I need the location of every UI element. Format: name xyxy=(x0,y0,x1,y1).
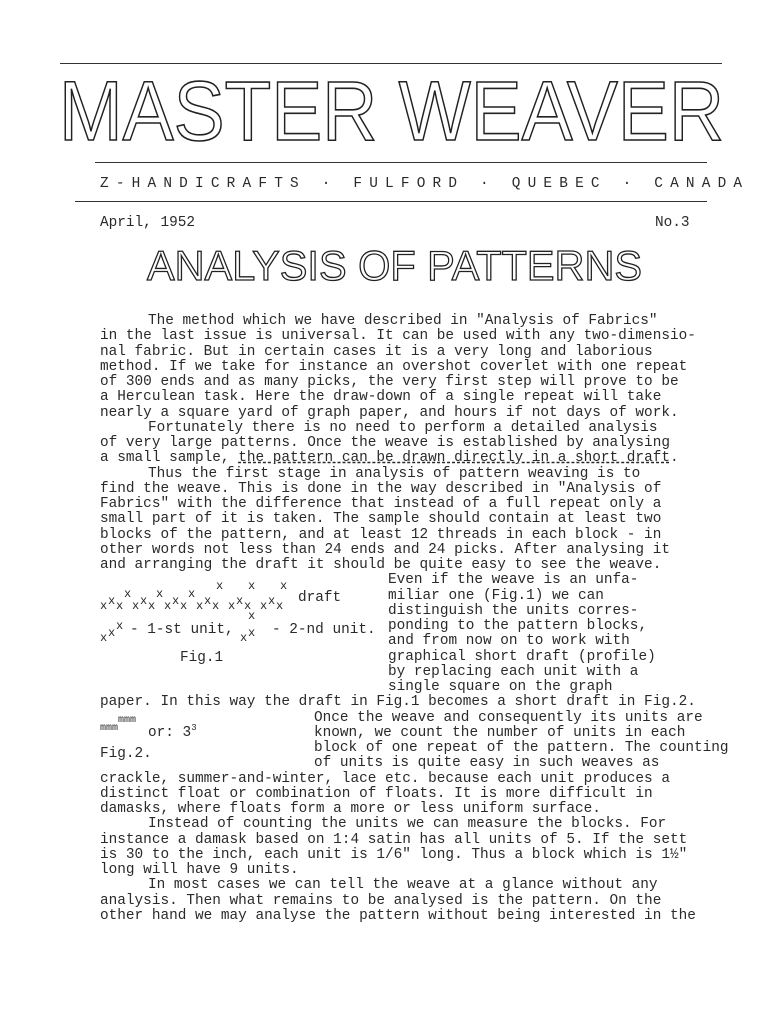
draft-mark: x xyxy=(132,599,140,614)
draft-mark: x xyxy=(188,587,196,602)
fig2-upper-row: mmm xyxy=(118,714,137,726)
issue-date: April, 1952 xyxy=(100,215,195,231)
draft-mark: x xyxy=(196,599,204,614)
draft-mark: x xyxy=(248,609,256,624)
draft-mark: x xyxy=(280,579,288,594)
draft-mark: x xyxy=(260,599,268,614)
text-line: Fortunately there is no need to perform a detailed analysis xyxy=(148,419,658,436)
text-line: Once the weave and consequently its units are xyxy=(314,709,703,726)
draft-mark: x xyxy=(116,619,124,634)
top-rule xyxy=(60,63,722,64)
text-line: by replacing each unit with a xyxy=(388,663,639,680)
text-line: a Herculean task. Here the draw-down of a single repeat will take xyxy=(100,389,662,406)
draft-mark: x xyxy=(212,599,220,614)
article-title-text: ANALYSIS OF PATTERNS xyxy=(147,242,642,285)
text-line: of very large patterns. Once the weave is established by analysing xyxy=(100,435,670,451)
text-line: method. If we take for instance an overshot coverlet with one repeat xyxy=(100,358,688,375)
text-line: known, we count the number of units in each xyxy=(314,724,686,741)
text-line: distinct float or combination of floats. It is more difficult in xyxy=(100,785,653,802)
figure-2 xyxy=(100,711,248,772)
text-line: ponding to the pattern blocks, xyxy=(388,618,648,634)
text-line: small part of it is taken. The sample should contain at least two xyxy=(100,511,662,528)
text-line: nearly a square yard of graph paper, and hours if not days of work. xyxy=(100,404,679,421)
text-line: of units is quite easy in such weaves as xyxy=(314,755,660,772)
underlined-text: the pattern can be drawn directly in a short draft xyxy=(238,450,670,467)
text-line xyxy=(100,451,740,466)
draft-mark: x xyxy=(268,594,276,609)
masthead-title xyxy=(55,72,730,147)
text-line: instance a damask based on 1:4 satin has all units of 5. If the sett xyxy=(100,831,688,848)
draft-mark: x xyxy=(148,599,156,614)
unit1-label: - 1-st unit, xyxy=(130,622,234,639)
text-line: blocks of the pattern, and at least 12 threads in each block - in xyxy=(100,526,662,543)
text-line: long will have 9 units. xyxy=(100,862,299,878)
draft-mark: x xyxy=(204,594,212,609)
text-line: Fabrics" with the difference that instead of a full repeat only a xyxy=(100,496,662,512)
masthead-rule xyxy=(95,162,707,163)
fig1-caption: Fig.1 xyxy=(180,650,224,667)
draft-mark: x xyxy=(228,599,236,614)
text-line: in the last issue is universal. It can be used with any two-dimensio- xyxy=(100,328,696,345)
text-line: paper. In this way the draft in Fig.1 becomes a short draft in Fig.2. xyxy=(100,694,696,711)
text-fragment: a small sample, xyxy=(100,450,239,467)
text-line: Instead of counting the units we can measure the blocks. For xyxy=(148,816,667,833)
draft-mark: x xyxy=(172,594,180,609)
text-line: of 300 ends and as many picks, the very first step will prove to be xyxy=(100,374,679,390)
text-line: other words not less than 24 ends and 24 picks. After analysing it xyxy=(100,541,670,558)
text-line: graphical short draft (profile) xyxy=(388,648,656,665)
draft-mark: x xyxy=(216,579,224,594)
figure-2-section xyxy=(100,711,740,772)
text-fragment: . xyxy=(669,450,679,467)
issue-number: No.3 xyxy=(655,215,690,231)
fig2-exponent: 3 xyxy=(191,722,197,733)
text-line: miliar one (Fig.1) we can xyxy=(388,587,604,604)
text-line: The method which we have described in "Analysis of Fabrics" xyxy=(148,313,658,329)
text-line: block of one repeat of the pattern. The counting xyxy=(314,740,729,756)
text-line: find the weave. This is done in the way described in "Analysis of xyxy=(100,480,662,497)
figure-1 xyxy=(100,573,376,667)
draft-label: draft xyxy=(298,590,342,607)
draft-mark: x xyxy=(156,587,164,602)
draft-mark: x xyxy=(244,599,252,614)
figure-1-side-text xyxy=(352,573,656,695)
text-line: nal fabric. But in certain cases it is a very long and laborious xyxy=(100,343,653,360)
text-line: Even if the weave is an unfa- xyxy=(388,572,639,589)
draft-mark: x xyxy=(164,599,172,614)
text-line: other hand we may analyse the pattern without being interested in the xyxy=(100,907,696,924)
draft-mark: x xyxy=(248,579,256,594)
draft-mark: x xyxy=(140,594,148,609)
draft-mark: x xyxy=(180,599,188,614)
text-line: In most cases we can tell the weave at a glance without any xyxy=(148,877,658,894)
text-line: crackle, summer-and-winter, lace etc. because each unit produces a xyxy=(100,770,670,787)
draft-mark: x xyxy=(108,626,116,641)
fig2-or-text: or: 3 xyxy=(148,724,192,741)
article-body xyxy=(100,314,740,924)
text-line: and arranging the draft it should be quite easy to see the weave. xyxy=(100,557,662,573)
draft-mark: x xyxy=(116,599,124,614)
text-line: single square on the graph xyxy=(388,679,613,695)
text-line: damasks, where floats form a more or less uniform surface. xyxy=(100,801,601,817)
draft-mark: x xyxy=(100,631,108,646)
text-line: Thus the first stage in analysis of pattern weaving is to xyxy=(148,465,641,482)
draft-mark: x xyxy=(236,594,244,609)
fig2-caption: Fig.2. xyxy=(100,745,152,762)
masthead-title-text: MASTER WEAVER xyxy=(59,72,724,147)
unit2-label: - 2-nd unit. xyxy=(272,622,376,639)
figure-2-side-text xyxy=(248,711,729,772)
draft-mark: x xyxy=(248,626,256,641)
text-line: analysis. Then what remains to be analysed is the pattern. On the xyxy=(100,892,662,909)
fig2-lower-row: mmm xyxy=(100,722,119,734)
draft-mark: x xyxy=(108,594,116,609)
text-line: is 30 to the inch, each unit is 1/6" long. Thus a block which is 1½" xyxy=(100,846,688,863)
article-title xyxy=(145,240,645,285)
figure-1-section xyxy=(100,573,740,695)
fig2-or xyxy=(148,721,197,741)
masthead-subtitle: Z-HANDICRAFTS · FULFORD · QUEBEC · CANADA xyxy=(100,176,750,192)
draft-mark: x xyxy=(240,631,248,646)
draft-mark: x xyxy=(276,599,284,614)
draft-mark: x xyxy=(100,599,108,614)
text-line: distinguish the units corres- xyxy=(388,602,639,619)
draft-mark: x xyxy=(124,587,132,602)
subhead-rule xyxy=(75,201,707,202)
text-line: and from now on to work with xyxy=(388,633,630,650)
